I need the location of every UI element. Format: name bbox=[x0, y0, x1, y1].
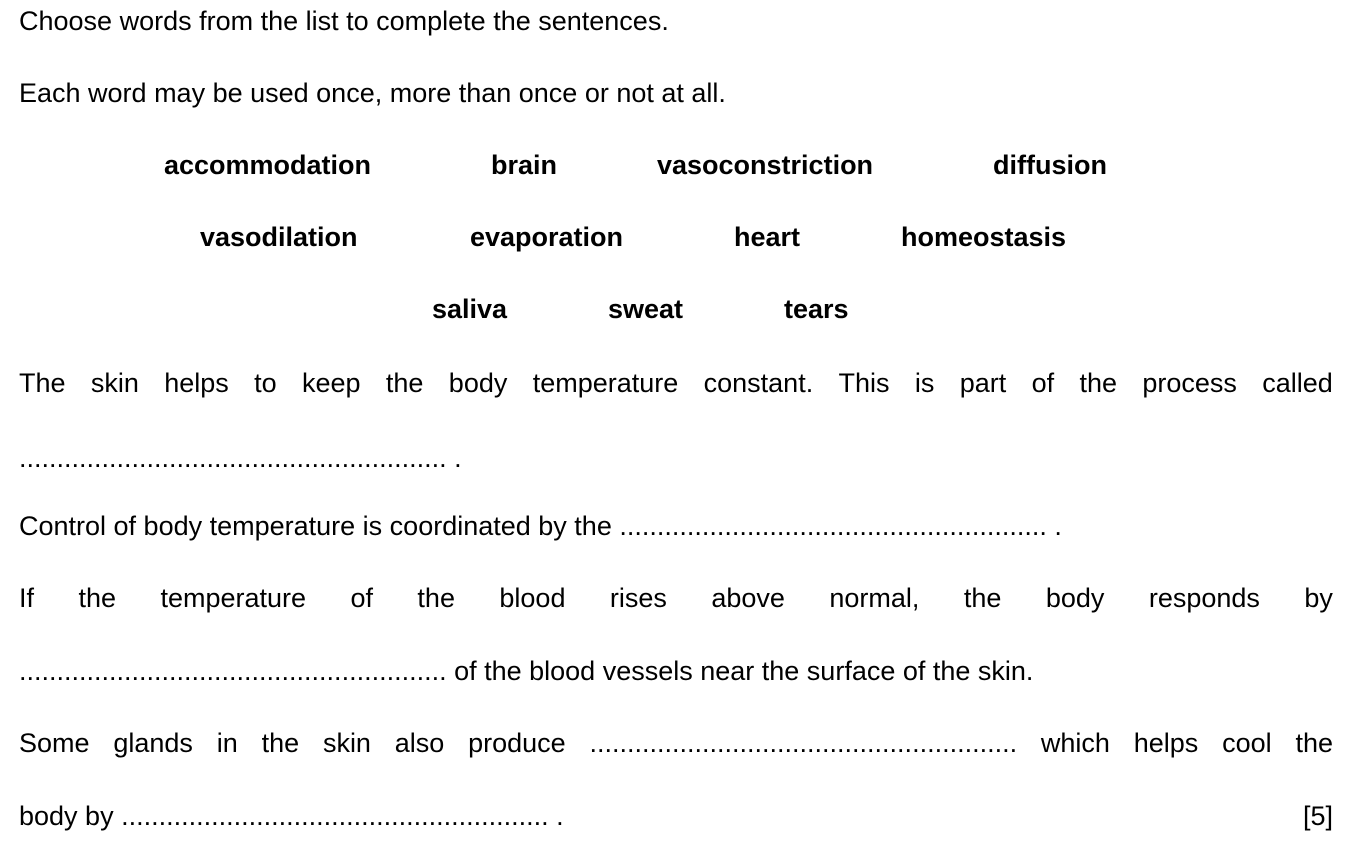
sentence-word: of bbox=[350, 583, 373, 613]
sentence-word: helps bbox=[164, 368, 229, 398]
word-option: saliva bbox=[432, 294, 508, 324]
sentence-word: above bbox=[711, 583, 785, 613]
instruction-line-2: Each word may be used once, more than once or not at all. bbox=[19, 78, 726, 108]
sentence-2: Control of body temperature is coordinated by the ......................................................... . bbox=[19, 511, 1062, 541]
sentence-word: of bbox=[1031, 368, 1055, 398]
sentence-word: produce bbox=[468, 728, 566, 758]
word-option: vasodilation bbox=[200, 222, 358, 252]
sentence-word: skin bbox=[90, 368, 139, 398]
answer-blank-homeostasis[interactable]: ......................................................... . bbox=[19, 443, 462, 473]
sentence-word: temperature bbox=[532, 368, 679, 398]
sentence-word: which bbox=[1040, 728, 1110, 758]
answer-blank-sweat[interactable]: ......................................................... bbox=[589, 728, 1018, 758]
sentence-word: keep bbox=[302, 368, 361, 398]
word-option: brain bbox=[491, 150, 558, 180]
sentence-5: body by ......................................................... . bbox=[19, 801, 564, 831]
sentence-word: The bbox=[19, 368, 66, 398]
word-option: tears bbox=[784, 294, 849, 324]
sentence-word: called bbox=[1262, 368, 1333, 398]
sentence-word: responds bbox=[1148, 583, 1260, 613]
sentence-word: normal, bbox=[829, 583, 920, 613]
sentence-word: constant. bbox=[703, 368, 814, 398]
marks-label: [5] bbox=[1302, 801, 1333, 831]
sentence-word: also bbox=[394, 728, 445, 758]
sentence-word: process bbox=[1142, 368, 1237, 398]
sentence-3-continuation: ......................................................... of the blood vessels near the surface of the skin. bbox=[19, 656, 1034, 686]
sentence-word: the bbox=[1079, 368, 1118, 398]
word-option: heart bbox=[734, 222, 801, 252]
sentence-3 bbox=[19, 582, 1333, 614]
word-option: vasoconstriction bbox=[657, 150, 874, 180]
instruction-line-1: Choose words from the list to complete the sentences. bbox=[19, 6, 669, 36]
sentence-word: blood bbox=[499, 583, 566, 613]
sentence-word: part bbox=[959, 368, 1007, 398]
sentence-word: the bbox=[261, 728, 300, 758]
sentence-word: Some bbox=[19, 728, 90, 758]
sentence-word: to bbox=[254, 368, 277, 398]
word-option: sweat bbox=[608, 294, 684, 324]
sentence-word: If bbox=[19, 583, 35, 613]
sentence-word: glands bbox=[113, 728, 193, 758]
sentence-word: helps bbox=[1133, 728, 1199, 758]
sentence-word: the bbox=[963, 583, 1002, 613]
sentence-word: skin bbox=[322, 728, 371, 758]
sentence-word: body bbox=[1045, 583, 1105, 613]
sentence-word: the bbox=[1295, 728, 1333, 758]
sentence-4 bbox=[19, 727, 1333, 759]
word-option: evaporation bbox=[470, 222, 624, 252]
sentence-word: This bbox=[838, 368, 890, 398]
sentence-word: is bbox=[914, 368, 935, 398]
sentence-1 bbox=[19, 367, 1333, 399]
sentence-word: by bbox=[1304, 583, 1333, 613]
sentence-word: cool bbox=[1222, 728, 1272, 758]
word-option: homeostasis bbox=[901, 222, 1067, 252]
sentence-word: body bbox=[448, 368, 508, 398]
sentence-word: the bbox=[417, 583, 455, 613]
sentence-word: temperature bbox=[160, 583, 307, 613]
sentence-word: rises bbox=[609, 583, 667, 613]
sentence-word: in bbox=[216, 728, 238, 758]
sentence-word: the bbox=[385, 368, 424, 398]
word-option: accommodation bbox=[164, 150, 372, 180]
sentence-word: the bbox=[78, 583, 116, 613]
word-option: diffusion bbox=[993, 150, 1107, 180]
